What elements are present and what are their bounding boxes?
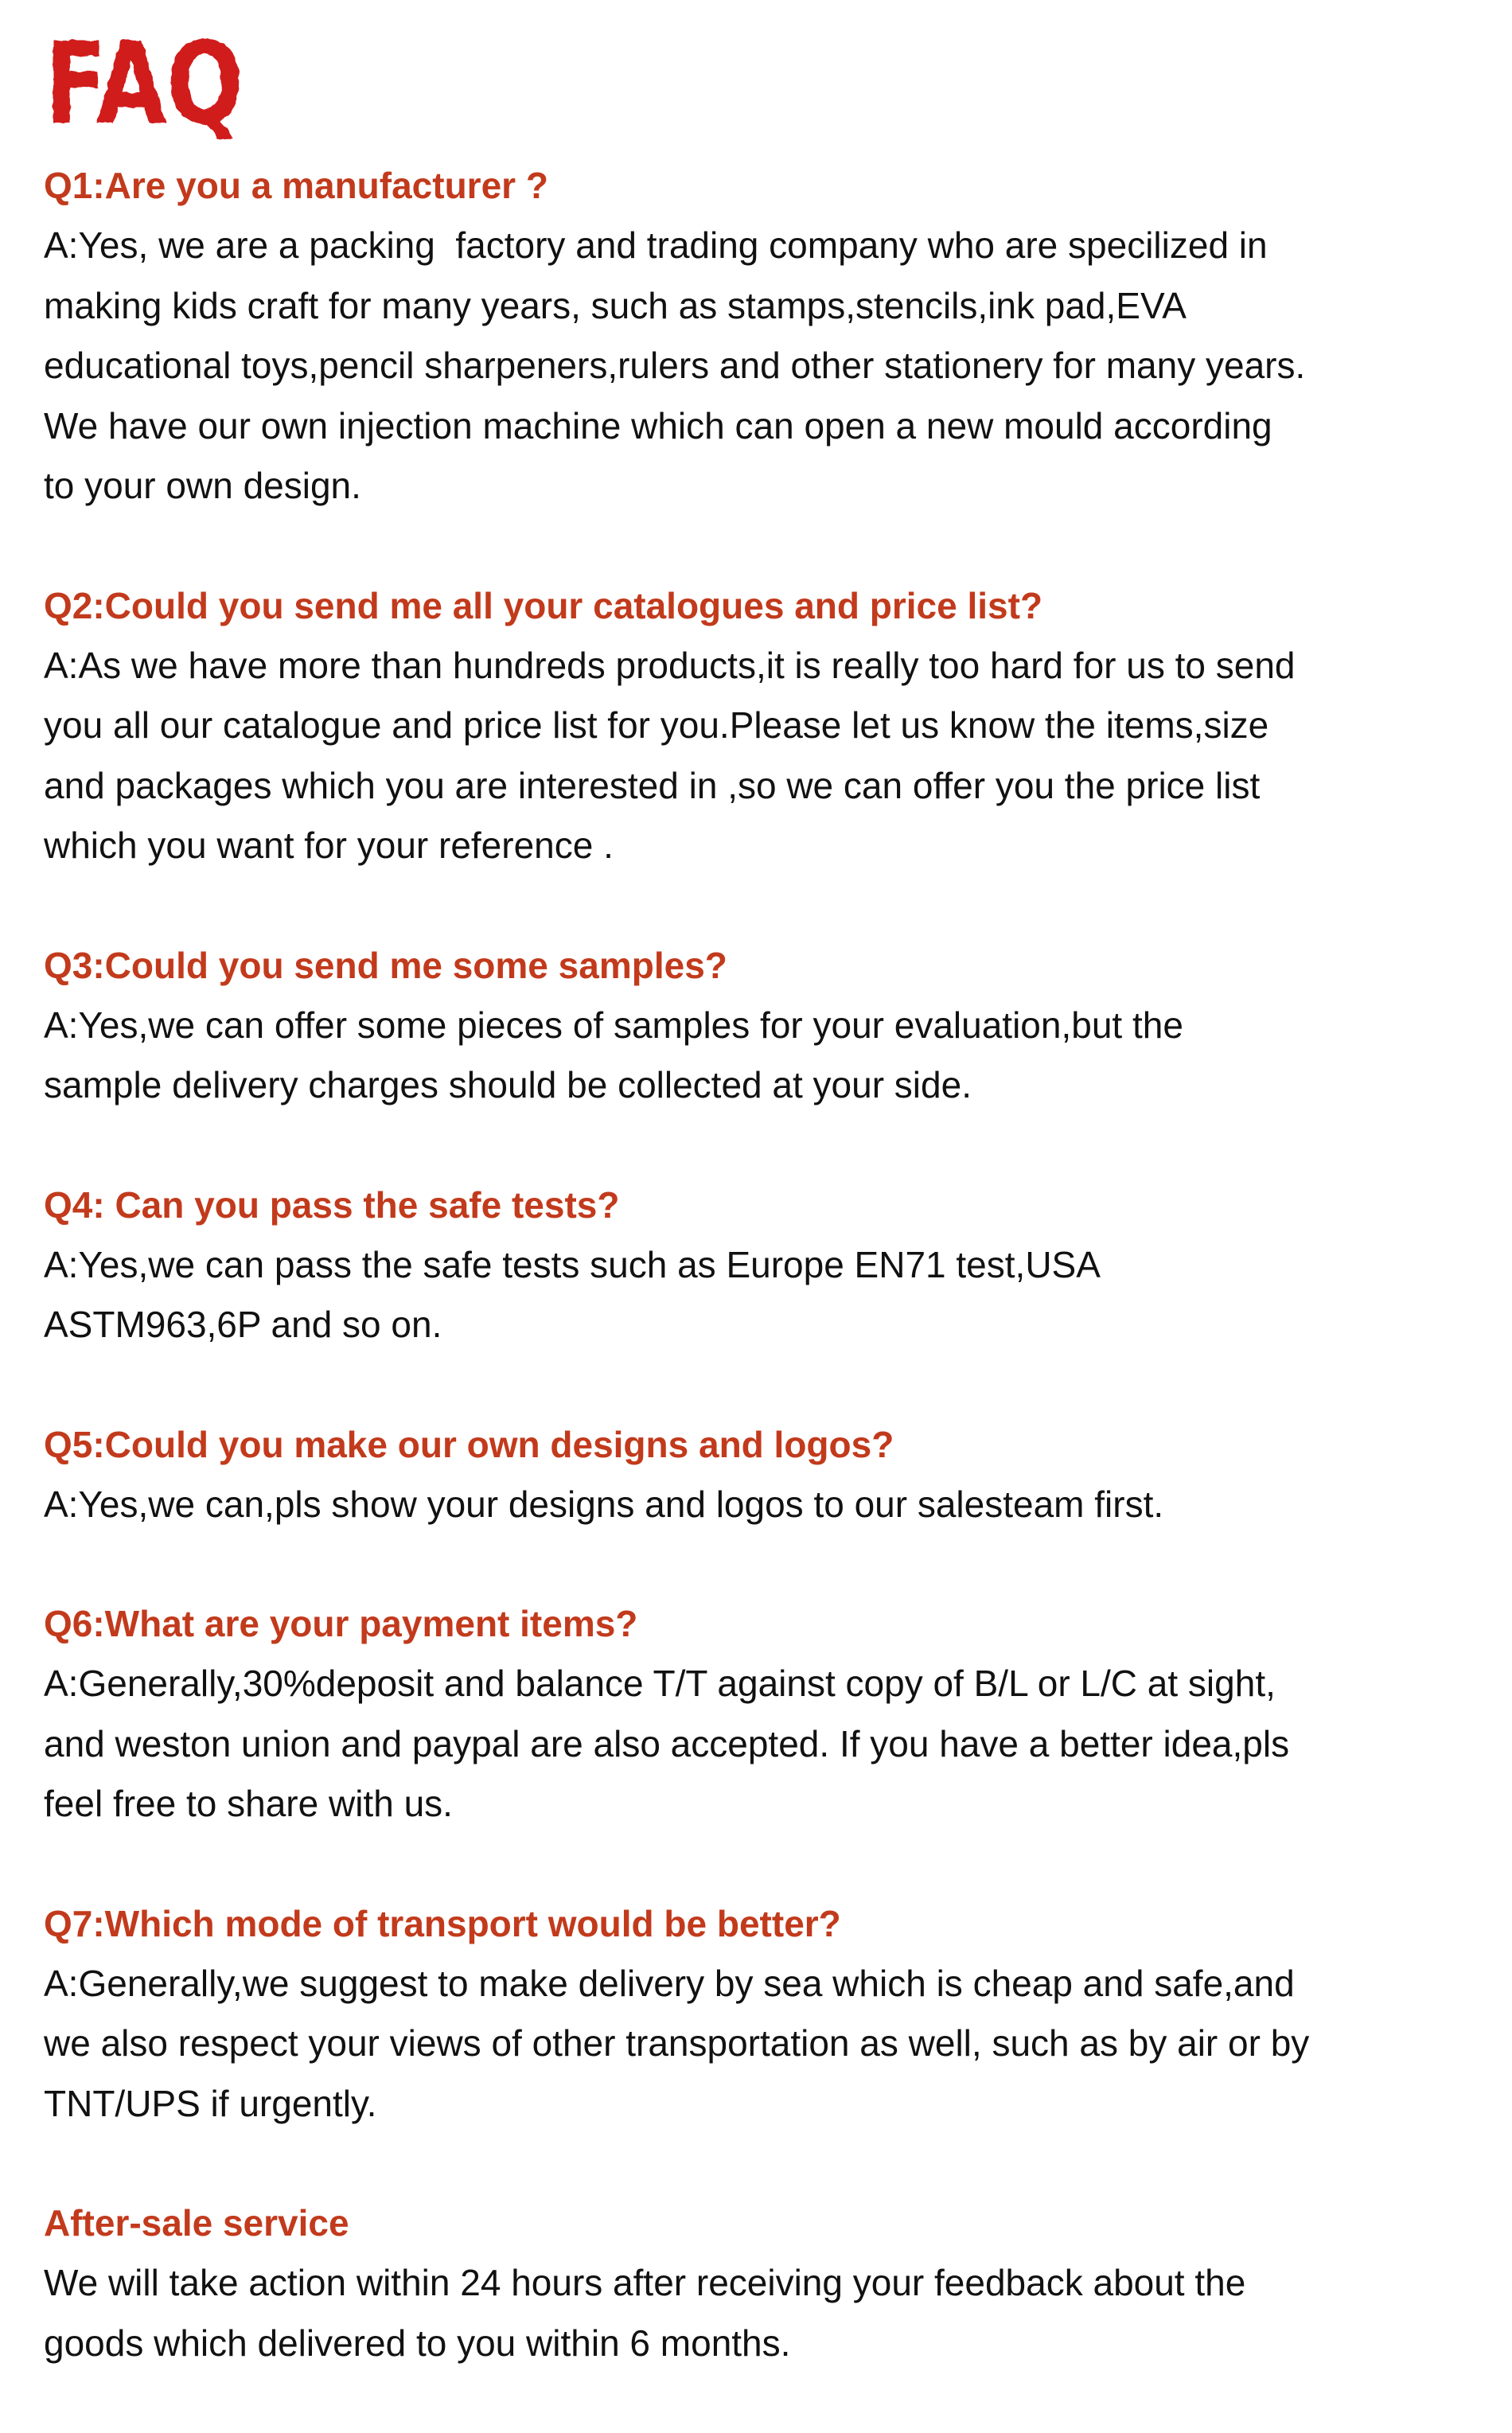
faq-answer-line: We will take action within 24 hours after receiving your feedback about the — [44, 2262, 1246, 2303]
faq-answer-line: making kids craft for many years, such as stamps,stencils,ink pad,EVA — [44, 284, 1187, 326]
faq-item — [44, 1176, 1492, 1355]
faq-answer-line: A:Generally,we suggest to make delivery by sea which is cheap and safe,and — [44, 1962, 1295, 2004]
faq-answer-line: We have our own injection machine which can open a new mould according — [44, 404, 1272, 446]
faq-answer-line: A:Generally,30%deposit and balance T/T against copy of B/L or L/C at sight, — [44, 1663, 1276, 1704]
faq-answer-line: feel free to share with us. — [44, 1783, 453, 1824]
faq-answer-line: A:Yes,we can pass the safe tests such as Europe EN71 test,USA — [44, 1243, 1101, 1285]
faq-answer-line: A:Yes,we can offer some pieces of samples for your evaluation,but the — [44, 1004, 1183, 1046]
faq-item — [44, 2193, 1492, 2373]
faq-question: Q2:Could you send me all your catalogues and price list? — [44, 584, 1043, 626]
faq-answer-line: sample delivery charges should be collected at your side. — [44, 1064, 972, 1105]
faq-answer-line: A:Yes, we are a packing factory and trading company who are specilized in — [44, 224, 1268, 266]
faq-answer-line: and weston union and paypal are also accepted. If you have a better idea,pls — [44, 1722, 1290, 1764]
faq-item — [44, 156, 1492, 517]
faq-answer-line: we also respect your views of other transportation as well, such as by air or by — [44, 2022, 1310, 2064]
faq-question: Q6:What are your payment items? — [44, 1603, 638, 1644]
faq-answer-line: A:Yes,we can,pls show your designs and logos to our salesteam first. — [44, 1483, 1164, 1525]
faq-question: Q4: Can you pass the safe tests? — [44, 1183, 620, 1226]
faq-answer — [44, 996, 1492, 1116]
faq-answer-line: you all our catalogue and price list for you.Please let us know the items,size — [44, 704, 1269, 746]
faq-item — [44, 1415, 1492, 1535]
faq-answer-line: goods which delivered to you within 6 months. — [44, 2322, 791, 2364]
faq-item — [44, 576, 1492, 876]
faq-answer-line: which you want for your reference . — [44, 825, 614, 866]
faq-answer — [44, 216, 1492, 517]
faq-item — [44, 1594, 1492, 1834]
faq-answer — [44, 1235, 1492, 1355]
faq-answer-line: to your own design. — [44, 465, 361, 506]
faq-list — [44, 156, 1492, 2433]
faq-answer — [44, 636, 1492, 876]
faq-answer-line: and packages which you are interested in ,so we can offer you the price list — [44, 764, 1261, 806]
faq-item — [44, 1894, 1492, 2135]
faq-question: Q1:Are you a manufacturer ? — [44, 165, 548, 206]
faq-answer — [44, 2253, 1492, 2373]
faq-answer — [44, 1954, 1492, 2135]
faq-logo-text: FAQ — [45, 18, 244, 150]
faq-item — [44, 936, 1492, 1116]
faq-question: After-sale service — [44, 2202, 349, 2244]
faq-answer — [44, 1654, 1492, 1834]
faq-question: Q7:Which mode of transport would be better? — [44, 1902, 841, 1944]
faq-answer-line: educational toys,pencil sharpeners,rulers and other stationery for many years. — [44, 345, 1306, 386]
faq-answer-line: TNT/UPS if urgently. — [44, 2082, 377, 2124]
faq-logo — [41, 18, 248, 150]
faq-logo-graphic — [41, 18, 248, 150]
faq-answer-line: ASTM963,6P and so on. — [44, 1304, 442, 1345]
faq-question: Q3:Could you send me some samples? — [44, 944, 727, 986]
faq-question: Q5:Could you make our own designs and logos? — [44, 1423, 894, 1465]
faq-answer-line: A:As we have more than hundreds products,it is really too hard for us to send — [44, 644, 1296, 686]
faq-answer — [44, 1475, 1492, 1535]
